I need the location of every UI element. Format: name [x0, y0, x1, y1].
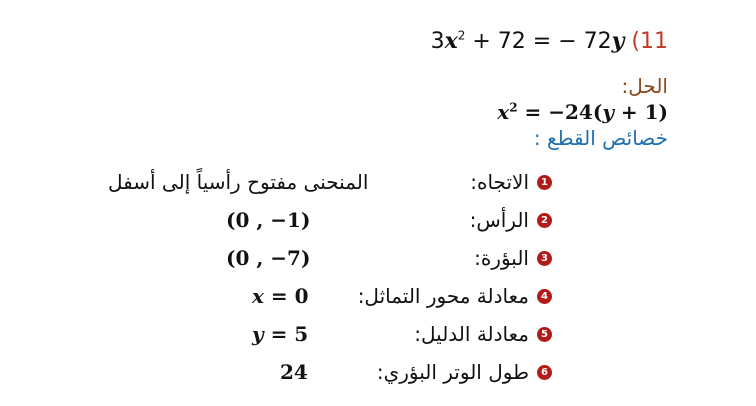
bullet-2: 2 — [537, 213, 552, 228]
problem-statement — [431, 28, 668, 54]
property-value-latus-rectum: 24 — [280, 360, 308, 384]
property-label: الاتجاه: — [470, 170, 529, 194]
property-row-latus-rectum — [377, 360, 552, 384]
standard-form-equation: $x^2 = -24(y + 1)$ — [497, 100, 668, 124]
property-value-direction: المنحنى مفتوح رأسياً إلى أسفل — [108, 170, 369, 194]
property-value-vertex: (0 , −1) — [226, 208, 311, 232]
bullet-6: 6 — [537, 365, 552, 380]
bullet-5: 5 — [537, 327, 552, 342]
bullet-1: 1 — [537, 175, 552, 190]
property-value-axis: x = 0 — [252, 284, 309, 308]
property-row-directrix — [414, 322, 552, 346]
bullet-3: 3 — [537, 251, 552, 266]
property-label: الرأس: — [469, 208, 529, 232]
property-label: معادلة الدليل: — [414, 322, 529, 346]
property-label: معادلة محور التماثل: — [357, 284, 529, 308]
properties-heading: خصائص القطع : — [533, 126, 668, 150]
property-label: البؤرة: — [474, 246, 529, 270]
solution-label: الحل: — [621, 74, 668, 98]
bullet-4: 4 — [537, 289, 552, 304]
property-row-axis — [358, 284, 552, 308]
property-row-vertex — [470, 208, 552, 232]
property-row-focus — [474, 246, 552, 270]
property-label: طول الوتر البؤري: — [376, 360, 529, 384]
property-value-focus: (0 , −7) — [226, 246, 311, 270]
problem-equation: $3x^2 + 72$ = − 72y — [430, 28, 625, 54]
problem-number: (11 — [631, 29, 668, 54]
property-value-directrix: y = 5 — [252, 322, 309, 346]
property-row-direction — [470, 170, 552, 194]
